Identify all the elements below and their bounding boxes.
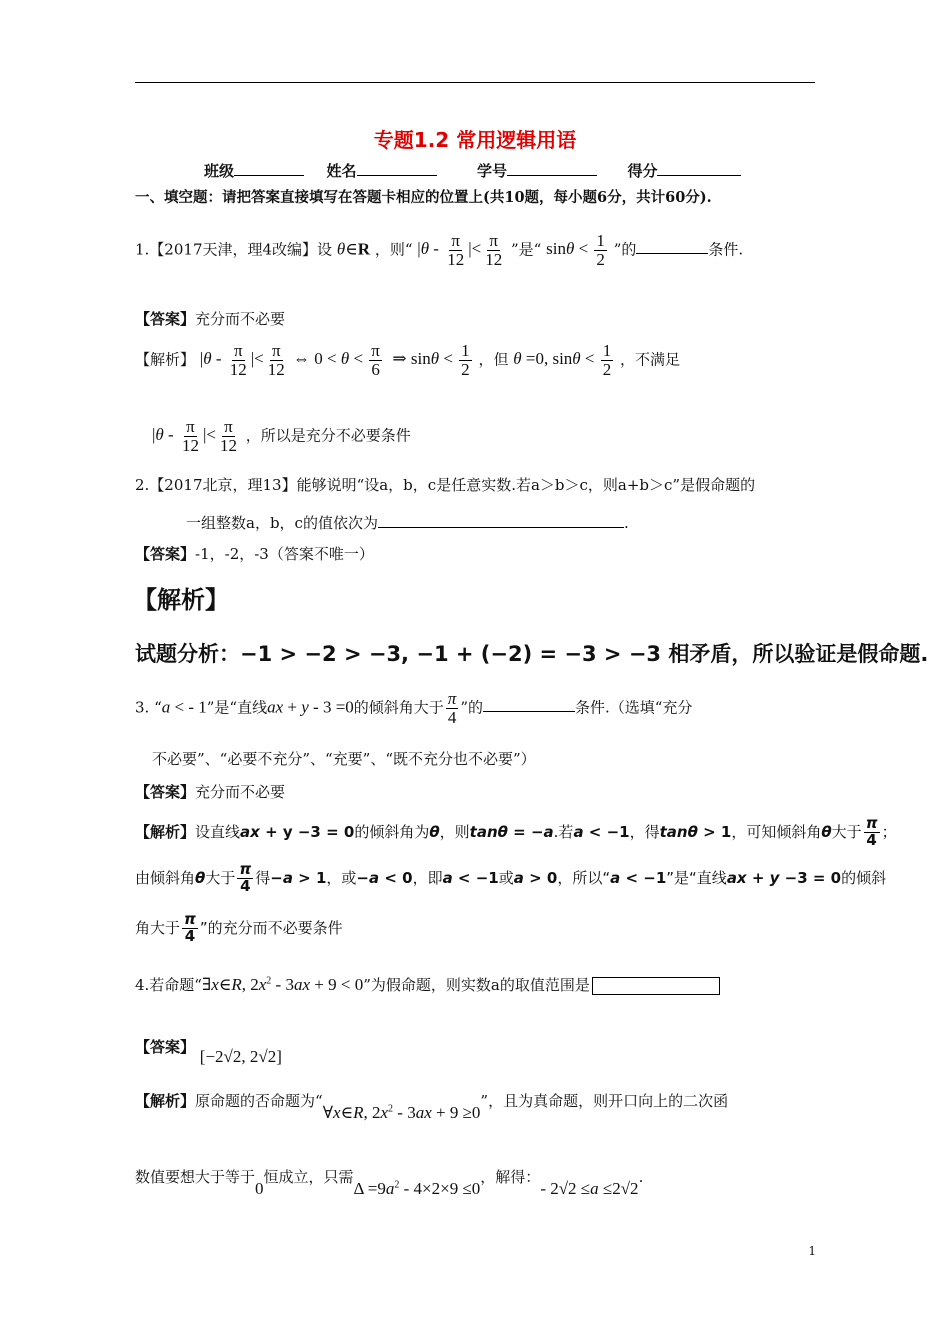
- q1-answer: 【答案】充分而不必要: [135, 310, 286, 328]
- header-rule: [135, 82, 815, 83]
- q1-math-sin: sinθ < $\frac{1}{2}$: [546, 231, 605, 269]
- q2-analysis: 试题分析：−1 > −2 > −3, −1 + (−2) = −3 > −3 相矛盾，所以验证是假命题.: [135, 642, 929, 666]
- q3-analysis-line2: 由倾斜角θ大于 $\frac{\pi}{4}$ 得−a > 1，或−a < 0，即a < −1或a > 0，所以“a < −1”是“直线ax + y −3 = 0的倾斜: [135, 860, 887, 895]
- page-title: 专题1.2 常用逻辑用语: [373, 128, 577, 152]
- q1-math-abs: |θ - $\frac{\pi}{12}$ |< $\frac{\pi}{12}$: [417, 231, 503, 269]
- q2-answer: 【答案】-1，-2，-3（答案不唯一）: [135, 545, 374, 563]
- page-number: 1: [808, 1244, 816, 1258]
- section-heading: 一、填空题：请把答案直接填写在答题卡相应的位置上(共10题，每小题6分，共计60分).: [135, 189, 712, 206]
- q1-analysis: 【解析】 |θ - $\frac{\pi}{12}$ |< $\frac{\pi}{12}$ ⇔ 0 < θ < $\frac{\pi}{6}$ ⇒ sinθ < $\frac{1}{2}$ ，但 θ =0, sinθ < $\frac{1}{2}$ ，不满足: [135, 341, 681, 379]
- info-line: [204, 160, 741, 181]
- field-score: 得分: [627, 162, 658, 180]
- q4-analysis-line2: 数值要想大于等于0恒成立，只需$\Delta =9a^2 - 4\times 2\times 9 \le 0$，解得：- 2√2 ≤a ≤2√2.: [135, 1168, 644, 1198]
- q1-analysis-line2: |θ - $\frac{\pi}{12}$ |< $\frac{\pi}{12}$ ，所以是充分不必要条件: [152, 417, 411, 455]
- field-class: 班级: [204, 162, 235, 180]
- q3-answer: 【答案】充分而不必要: [135, 783, 286, 801]
- q3-stem-line1: 3. “a < - 1”是“直线ax + y - 3 =0的倾斜角大于 $\frac{\pi}{4}$ ”的 条件.（选填“充分: [135, 689, 693, 727]
- q3-analysis-line1: 【解析】设直线ax + y −3 = 0的倾斜角为θ，则tanθ = −a.若a < −1，得tanθ > 1，可知倾斜角θ大于 $\frac{\pi}{4}$ ；: [135, 814, 897, 849]
- q3-stem-line2: 不必要”、“必要不充分”、“充要”、“既不充分也不必要”）: [152, 750, 536, 768]
- q3-analysis-line3: 角大于 $\frac{\pi}{4}$ ”的充分而不必要条件: [135, 910, 343, 945]
- q4-analysis-line1: 【解析】原命题的否命题为“∀x∈R, $2x^2 - 3ax + 9 \ge 0$”，且为真命题，则开口向上的二次函: [135, 1092, 729, 1122]
- q4-answer: 【答案】 [−2√2, 2√2]: [135, 1038, 282, 1066]
- q2-stem-line1: 2.【2017北京，理13】能够说明“设a，b，c是任意实数.若a＞b＞c，则a+b＞c”是假命题的: [135, 476, 756, 494]
- field-name: 姓名: [326, 162, 357, 180]
- q1-stem: 1.【2017天津，理4改编】设 θ∈R ，则“ |θ - $\frac{\pi}{12}$ |< $\frac{\pi}{12}$ ”是“ sinθ < $\frac{1}{2}$ ”的 条件.: [135, 231, 744, 269]
- q4-answer-box[interactable]: [592, 977, 720, 995]
- field-id: 学号: [476, 162, 507, 180]
- q2-stem-line2: 一组整数a，b，c的值依次为 .: [186, 514, 629, 532]
- q1-math-theta: θ∈R: [336, 239, 371, 259]
- q2-analysis-label: 【解析】: [133, 586, 229, 614]
- q4-stem: 4.若命题“∃x∈R, $2x^2 - 3ax + 9 < 0$”为假命题，则实数a的取值范围是: [135, 974, 720, 995]
